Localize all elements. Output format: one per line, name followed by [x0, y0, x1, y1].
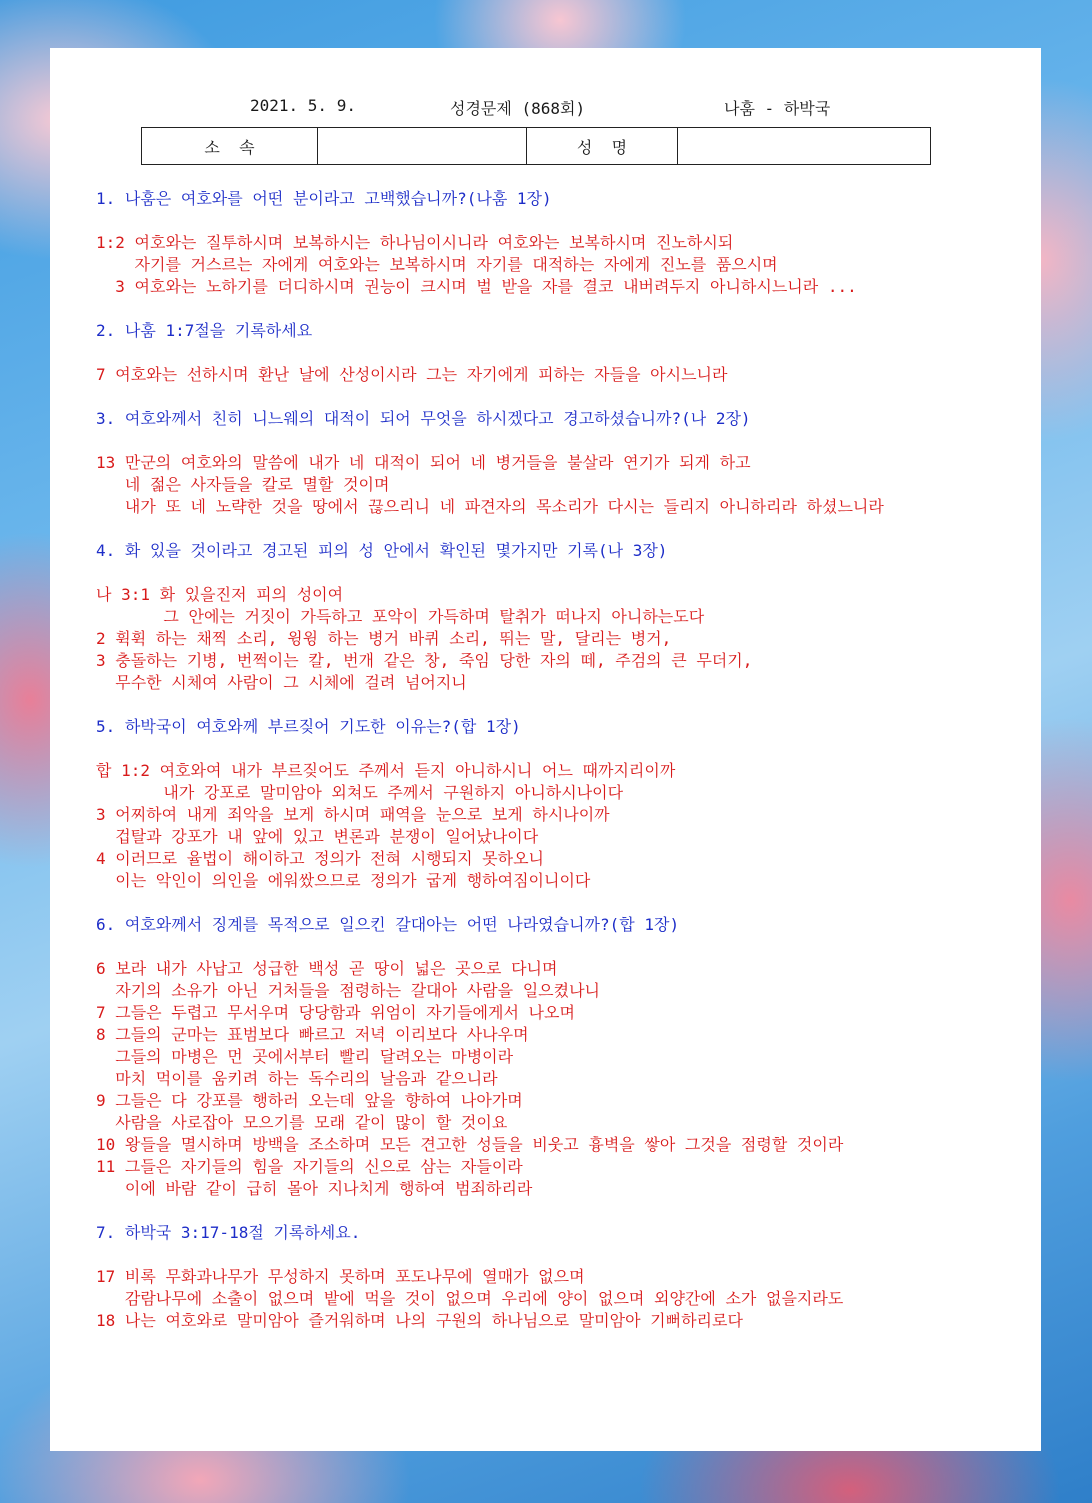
answer-4-line: 무수한 시체여 사람이 그 시체에 걸려 넘어지니: [96, 673, 467, 692]
answer-1-line: 3 여호와는 노하기를 더디하시며 권능이 크시며 벌 받을 자를 결코 내버려두지 아니하시느니라 ...: [96, 277, 857, 296]
quiz-book-range: 나훔 - 하박국: [724, 99, 831, 118]
question-answer-spacer: [96, 562, 1031, 584]
answer-6-line: 7 그들은 두렵고 무서우며 당당함과 위엄이 자기들에게서 나오며: [96, 1003, 575, 1022]
answer-4-line: 나 3:1 화 있을진저 피의 성이여: [96, 585, 344, 604]
answer-6-line: 자기의 소유가 아닌 거처들을 점령하는 갈대아 사람을 일으켰나니: [96, 981, 601, 1000]
question-6: 6. 여호와께서 징계를 목적으로 일으킨 갈대아는 어떤 나라였습니까?(합 1장): [96, 915, 680, 934]
answer-7-line: 감람나무에 소출이 없으며 밭에 먹을 것이 없으며 우리에 양이 없으며 외양간에 소가 없을지라도: [96, 1289, 844, 1308]
answer-6-line: 9 그들은 다 강포를 행하러 오는데 앞을 향하여 나아가며: [96, 1091, 523, 1110]
question-answer-spacer: [96, 210, 1031, 232]
answer-7-line: 17 비록 무화과나무가 무성하지 못하며 포도나무에 열매가 없으며: [96, 1267, 585, 1286]
answer-6-line: 사람을 사로잡아 모으기를 모래 같이 많이 할 것이요: [96, 1113, 508, 1132]
answer-4-line: 그 안에는 거짓이 가득하고 포악이 가득하며 탈취가 떠나지 아니하는도다: [96, 607, 705, 626]
section-spacer: [96, 1200, 1031, 1222]
section-spacer: [96, 298, 1031, 320]
answer-3-line: 13 만군의 여호와의 말씀에 내가 네 대적이 되어 네 병거들을 불살라 연기가 되게 하고: [96, 453, 751, 472]
answer-5-line: 겁탈과 강포가 내 앞에 있고 변론과 분쟁이 일어났나이다: [96, 827, 539, 846]
name-label: 성 명: [527, 128, 678, 165]
answer-3-line: 네 젊은 사자들을 칼로 멸할 것이며: [96, 475, 390, 494]
question-answer-spacer: [96, 936, 1031, 958]
question-answer-spacer: [96, 342, 1031, 364]
answer-5-line: 이는 악인이 의인을 에워쌌으므로 정의가 굽게 행하여짐이니이다: [96, 871, 591, 890]
answer-5-line: 4 이러므로 율법이 해이하고 정의가 전혀 시행되지 못하오니: [96, 849, 545, 868]
name-field[interactable]: [678, 128, 931, 165]
answer-3-line: 내가 또 네 노략한 것을 땅에서 끊으리니 네 파견자의 목소리가 다시는 들리지 아니하리라 하셨느니라: [96, 497, 884, 516]
section-spacer: [96, 518, 1031, 540]
quiz-sheet: [50, 48, 1041, 1451]
answer-1-line: 자기를 거스르는 자에게 여호와는 보복하시며 자기를 대적하는 자에게 진노를 품으시며: [96, 255, 778, 274]
section-spacer: [96, 386, 1031, 408]
answer-1-line: 1:2 여호와는 질투하시며 보복하시는 하나님이시니라 여호와는 보복하시며 진노하시되: [96, 233, 734, 252]
question-5: 5. 하박국이 여호와께 부르짖어 기도한 이유는?(합 1장): [96, 717, 521, 736]
question-answer-list: [96, 188, 1031, 1332]
answer-2-line: 7 여호와는 선하시며 환난 날에 산성이시라 그는 자기에게 피하는 자들을 아시느니라: [96, 365, 728, 384]
answer-6-line: 마치 먹이를 움키려 하는 독수리의 날음과 같으니라: [96, 1069, 498, 1088]
sheet-header: [50, 96, 1041, 120]
quiz-title: 성경문제 (868회): [450, 99, 586, 118]
student-info-table: [141, 127, 931, 165]
answer-5-line: 3 어찌하여 내게 죄악을 보게 하시며 패역을 눈으로 보게 하시나이까: [96, 805, 610, 824]
answer-6-line: 10 왕들을 멸시하며 방백을 조소하며 모든 견고한 성들을 비웃고 흉벽을 쌓아 그것을 점령할 것이라: [96, 1135, 844, 1154]
quiz-date: 2021. 5. 9.: [250, 96, 356, 115]
question-3: 3. 여호와께서 친히 니느웨의 대적이 되어 무엇을 하시겠다고 경고하셨습니까?(나 2장): [96, 409, 751, 428]
answer-4-line: 3 충돌하는 기병, 번쩍이는 칼, 번개 같은 창, 죽임 당한 자의 떼, 주검의 큰 무더기,: [96, 651, 753, 670]
answer-6-line: 그들의 마병은 먼 곳에서부터 빨리 달려오는 마병이라: [96, 1047, 514, 1066]
answer-4-line: 2 휙휙 하는 채찍 소리, 윙윙 하는 병거 바퀴 소리, 뛰는 말, 달리는 병거,: [96, 629, 672, 648]
question-2: 2. 나훔 1:7절을 기록하세요: [96, 321, 313, 340]
question-7: 7. 하박국 3:17-18절 기록하세요.: [96, 1223, 361, 1242]
question-answer-spacer: [96, 430, 1031, 452]
section-spacer: [96, 892, 1031, 914]
answer-6-line: 6 보라 내가 사납고 성급한 백성 곧 땅이 넓은 곳으로 다니며: [96, 959, 558, 978]
answer-5-line: 합 1:2 여호와여 내가 부르짖어도 주께서 듣지 아니하시니 어느 때까지리이까: [96, 761, 676, 780]
affiliation-field[interactable]: [318, 128, 527, 165]
section-spacer: [96, 694, 1031, 716]
question-1: 1. 나훔은 여호와를 어떤 분이라고 고백했습니까?(나훔 1장): [96, 189, 552, 208]
question-answer-spacer: [96, 738, 1031, 760]
answer-6-line: 이에 바람 같이 급히 몰아 지나치게 행하여 범죄하리라: [96, 1179, 533, 1198]
answer-7-line: 18 나는 여호와로 말미암아 즐거워하며 나의 구원의 하나님으로 말미암아 기뻐하리로다: [96, 1311, 743, 1330]
answer-5-line: 내가 강포로 말미암아 외쳐도 주께서 구원하지 아니하시나이다: [96, 783, 624, 802]
answer-6-line: 8 그들의 군마는 표범보다 빠르고 저녁 이리보다 사나우며: [96, 1025, 529, 1044]
question-answer-spacer: [96, 1244, 1031, 1266]
answer-6-line: 11 그들은 자기들의 힘을 자기들의 신으로 삼는 자들이라: [96, 1157, 523, 1176]
affiliation-label: 소 속: [142, 128, 318, 165]
question-4: 4. 화 있을 것이라고 경고된 피의 성 안에서 확인된 몇가지만 기록(나 3장): [96, 541, 668, 560]
